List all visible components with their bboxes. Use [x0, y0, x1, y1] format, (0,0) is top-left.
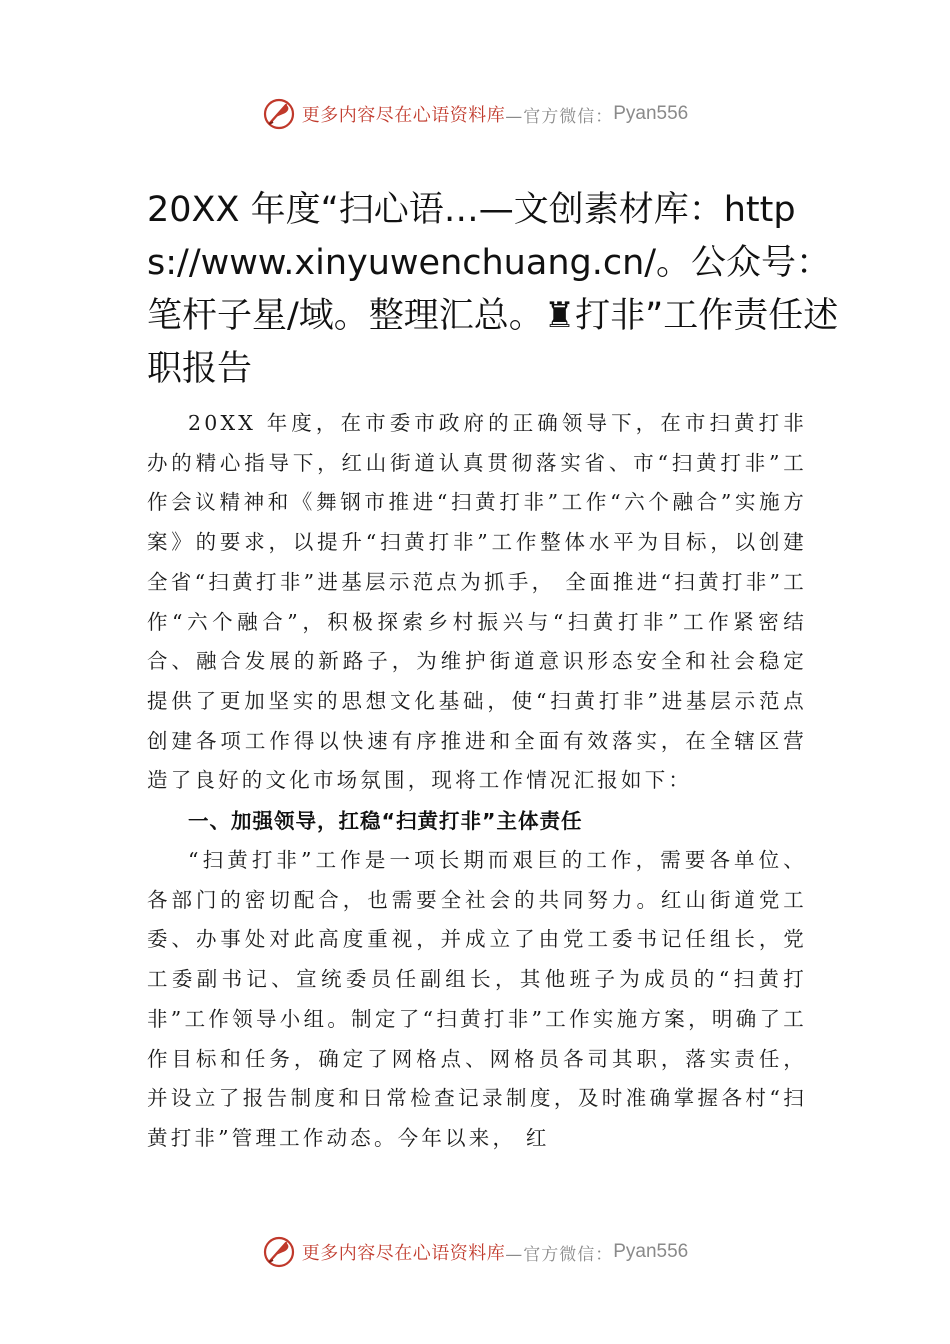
- quill-pen-seal-icon: [262, 1235, 296, 1269]
- footer-watermark-banner: [0, 1232, 950, 1272]
- section-heading: 一、加强领导，扛稳“扫黄打非”主体责任: [188, 809, 583, 834]
- watermark-account-text: Pyan556: [613, 103, 689, 124]
- watermark-brand-text: 更多内容尽在心语资料库: [301, 105, 506, 126]
- header-watermark-banner: [0, 94, 950, 134]
- watermark-separator-text: —官方微信：: [505, 1244, 614, 1265]
- watermark-separator-text: —官方微信：: [505, 106, 614, 127]
- section-paragraph: “扫黄打非”工作是一项长期而艰巨的工作，需要各单位、各部门的密切配合，也需要全社会的共同努力。红山街道党工委、办事处对此高度重视，并成立了由党工委书记任组长，党工委副书记、宣统委员任副组长，其他班子为成员的“扫黄打非”工作领导小组。制定了“扫黄打非”工作实施方案，明确了工作目标和任务，确定了网格点、网格员各司其职，落实责任，并设立了报告制度和日常检查记录制度，及时准确掌握各村“扫黄打非”管理工作动态。今年以来， 红: [147, 848, 807, 1150]
- intro-paragraph: 20XX 年度，在市委市政府的正确领导下，在市扫黄打非办的精心指导下，红山街道认真贯彻落实省、市“扫黄打非”工作会议精神和《舞钢市推进“扫黄打非”工作“六个融合”实施方案》的要求，以提升“扫黄打非”工作整体水平为目标，以创建全省“扫黄打非”进基层示范点为抓手， 全面推进“扫黄打非”工作“六个融合”，积极探索乡村振兴与“扫黄打非”工作紧密结合、融合发展的新路子，为维护街道意识形态安全和社会稳定提供了更加坚实的思想文化基础，使“扫黄打非”进基层示范点创建各项工作得以快速有序推进和全面有效落实，在全辖区营造了良好的文化市场氛围，现将工作情况汇报如下：: [147, 411, 807, 793]
- document-body: [147, 404, 807, 1159]
- watermark-brand-text: 更多内容尽在心语资料库: [301, 1243, 506, 1264]
- quill-pen-seal-icon: [262, 97, 296, 131]
- document-title: 20XX 年度“扫心语…—文创素材库：https://www.xinyuwenchuang.cn/。公众号：笔杆子星/域。整理汇总。♜打非”工作责任述职报告: [147, 190, 839, 389]
- watermark-account-text: Pyan556: [613, 1241, 689, 1262]
